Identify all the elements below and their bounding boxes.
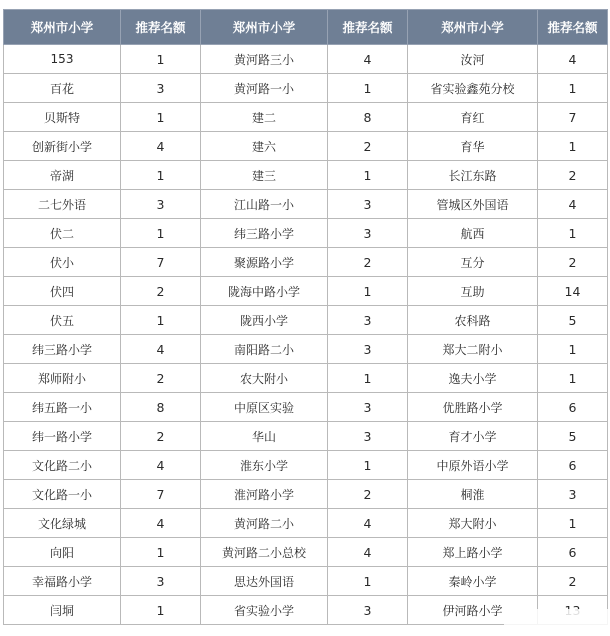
header-quota-col-2: 推荐名额 [328, 10, 408, 45]
table-header-row [4, 10, 608, 45]
quota-cell: 2 [328, 132, 408, 161]
school-cell: 育红 [408, 103, 538, 132]
school-cell: 纬五路一小 [4, 393, 121, 422]
school-cell: 思达外国语 [201, 567, 328, 596]
school-cell: 二七外语 [4, 190, 121, 219]
table-row [4, 422, 608, 451]
school-cell: 逸夫小学 [408, 364, 538, 393]
quota-cell: 7 [121, 248, 201, 277]
school-cell: 郑大二附小 [408, 335, 538, 364]
table-row [4, 451, 608, 480]
quota-cell: 1 [328, 161, 408, 190]
school-cell: 黄河路二小总校 [201, 538, 328, 567]
quota-cell: 4 [121, 132, 201, 161]
school-cell: 航西 [408, 219, 538, 248]
school-cell: 创新街小学 [4, 132, 121, 161]
table-row [4, 277, 608, 306]
school-cell: 江山路一小 [201, 190, 328, 219]
quota-cell: 8 [121, 393, 201, 422]
school-cell: 伏四 [4, 277, 121, 306]
quota-cell: 1 [121, 596, 201, 625]
school-cell: 纬一路小学 [4, 422, 121, 451]
quota-cell: 4 [121, 335, 201, 364]
school-cell: 省实验鑫苑分校 [408, 74, 538, 103]
school-cell: 黄河路三小 [201, 45, 328, 74]
school-cell: 优胜路小学 [408, 393, 538, 422]
school-cell: 管城区外国语 [408, 190, 538, 219]
quota-cell: 2 [538, 248, 608, 277]
quota-cell: 6 [538, 538, 608, 567]
quota-cell: 3 [328, 219, 408, 248]
quota-cell: 1 [328, 277, 408, 306]
quota-cell: 3 [538, 480, 608, 509]
school-cell: 建二 [201, 103, 328, 132]
quota-cell: 2 [328, 480, 408, 509]
table-row [4, 538, 608, 567]
school-cell: 伏二 [4, 219, 121, 248]
quota-cell: 1 [538, 509, 608, 538]
quota-cell: 1 [121, 161, 201, 190]
school-cell: 育华 [408, 132, 538, 161]
table-row [4, 509, 608, 538]
school-cell: 汝河 [408, 45, 538, 74]
table-row [4, 45, 608, 74]
quota-cell: 1 [121, 219, 201, 248]
table-row [4, 103, 608, 132]
quota-cell: 5 [538, 422, 608, 451]
school-cell: 淮东小学 [201, 451, 328, 480]
quota-cell: 3 [328, 335, 408, 364]
quota-cell: 2 [121, 364, 201, 393]
table-row [4, 219, 608, 248]
quota-table-container [3, 9, 607, 625]
quota-cell: 8 [328, 103, 408, 132]
school-cell: 互助 [408, 277, 538, 306]
quota-cell: 1 [328, 567, 408, 596]
school-cell: 伊河路小学 [408, 596, 538, 625]
school-cell: 郑上路小学 [408, 538, 538, 567]
school-cell: 黄河路二小 [201, 509, 328, 538]
school-cell: 秦岭小学 [408, 567, 538, 596]
quota-cell: 1 [121, 538, 201, 567]
quota-cell: 1 [328, 364, 408, 393]
quota-cell: 7 [538, 103, 608, 132]
quota-cell: 7 [121, 480, 201, 509]
quota-cell: 4 [328, 509, 408, 538]
quota-cell: 1 [538, 364, 608, 393]
quota-cell: 1 [328, 74, 408, 103]
header-school-col-1: 郑州市小学 [4, 10, 121, 45]
quota-cell: 3 [121, 190, 201, 219]
quota-cell: 6 [538, 451, 608, 480]
school-cell: 文化路二小 [4, 451, 121, 480]
school-cell: 贝斯特 [4, 103, 121, 132]
table-body [4, 45, 608, 625]
school-cell: 长江东路 [408, 161, 538, 190]
watermark-overlay [504, 609, 608, 635]
school-cell: 中原区实验 [201, 393, 328, 422]
school-cell: 伏小 [4, 248, 121, 277]
school-cell: 中原外语小学 [408, 451, 538, 480]
header-school-col-3: 郑州市小学 [408, 10, 538, 45]
quota-cell: 1 [538, 74, 608, 103]
school-cell: 纬三路小学 [201, 219, 328, 248]
school-cell: 农科路 [408, 306, 538, 335]
table-row [4, 248, 608, 277]
school-cell: 育才小学 [408, 422, 538, 451]
school-cell: 郑大附小 [408, 509, 538, 538]
quota-cell: 3 [328, 596, 408, 625]
quota-cell: 2 [121, 422, 201, 451]
quota-cell: 2 [538, 161, 608, 190]
quota-cell: 4 [538, 45, 608, 74]
quota-cell: 4 [538, 190, 608, 219]
table-row [4, 161, 608, 190]
quota-cell: 2 [121, 277, 201, 306]
quota-cell: 3 [328, 393, 408, 422]
header-school-col-2: 郑州市小学 [201, 10, 328, 45]
school-cell: 闫垌 [4, 596, 121, 625]
header-quota-col-1: 推荐名额 [121, 10, 201, 45]
quota-cell: 1 [121, 103, 201, 132]
quota-cell: 1 [121, 45, 201, 74]
quota-cell: 3 [328, 190, 408, 219]
quota-cell: 1 [328, 451, 408, 480]
quota-cell: 2 [328, 248, 408, 277]
school-cell: 向阳 [4, 538, 121, 567]
table-row [4, 190, 608, 219]
table-row [4, 364, 608, 393]
school-cell: 文化路一小 [4, 480, 121, 509]
school-cell: 华山 [201, 422, 328, 451]
quota-cell: 6 [538, 393, 608, 422]
table-row [4, 480, 608, 509]
school-cell: 淮河路小学 [201, 480, 328, 509]
school-cell: 南阳路二小 [201, 335, 328, 364]
table-row [4, 393, 608, 422]
table-row [4, 567, 608, 596]
school-cell: 陇海中路小学 [201, 277, 328, 306]
recommendation-quota-table [3, 9, 608, 625]
quota-cell: 14 [538, 277, 608, 306]
quota-cell: 1 [121, 306, 201, 335]
quota-cell: 4 [328, 538, 408, 567]
quota-cell: 1 [538, 219, 608, 248]
school-cell: 帝湖 [4, 161, 121, 190]
quota-cell: 5 [538, 306, 608, 335]
quota-cell: 3 [121, 74, 201, 103]
school-cell: 纬三路小学 [4, 335, 121, 364]
school-cell: 桐淮 [408, 480, 538, 509]
school-cell: 互分 [408, 248, 538, 277]
header-quota-col-3: 推荐名额 [538, 10, 608, 45]
school-cell: 黄河路一小 [201, 74, 328, 103]
quota-cell: 1 [538, 132, 608, 161]
quota-cell: 3 [328, 306, 408, 335]
school-cell: 百花 [4, 74, 121, 103]
school-cell: 文化绿城 [4, 509, 121, 538]
table-row [4, 74, 608, 103]
table-row [4, 306, 608, 335]
school-cell: 郑师附小 [4, 364, 121, 393]
school-cell: 省实验小学 [201, 596, 328, 625]
quota-cell: 1 [538, 335, 608, 364]
quota-cell: 3 [121, 567, 201, 596]
quota-cell: 2 [538, 567, 608, 596]
table-row [4, 335, 608, 364]
school-cell: 幸福路小学 [4, 567, 121, 596]
school-cell: 建三 [201, 161, 328, 190]
school-cell: 建六 [201, 132, 328, 161]
school-cell: 陇西小学 [201, 306, 328, 335]
school-cell: 伏五 [4, 306, 121, 335]
school-cell: 农大附小 [201, 364, 328, 393]
quota-cell: 3 [328, 422, 408, 451]
quota-cell: 4 [121, 509, 201, 538]
school-cell: 聚源路小学 [201, 248, 328, 277]
quota-cell: 4 [328, 45, 408, 74]
quota-cell: 4 [121, 451, 201, 480]
school-cell: 153 [4, 45, 121, 74]
table-row [4, 132, 608, 161]
